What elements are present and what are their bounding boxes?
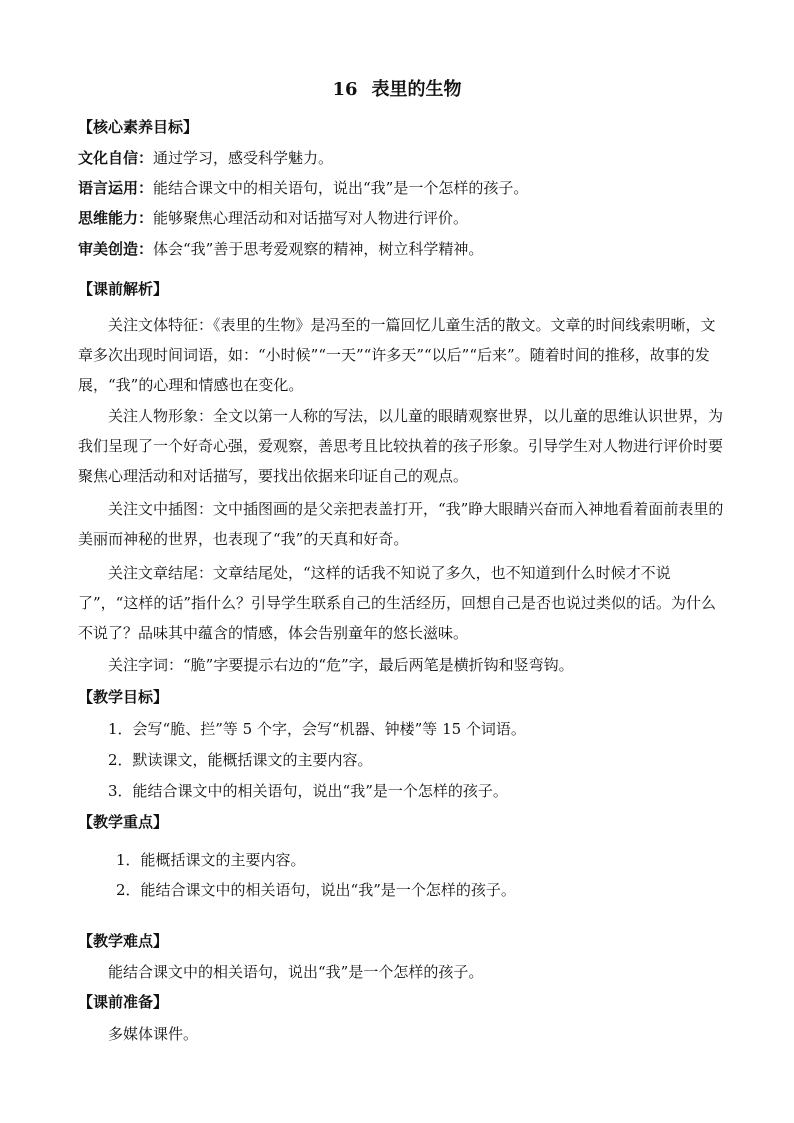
core-goal-item <box>78 239 483 259</box>
preparation-text: 多媒体课件。 <box>108 1025 199 1043</box>
analysis-paragraph-genre: 关注文体特征：《表里的生物》是冯至的一篇回忆儿童生活的散文。文章的时间线索明晰，文章多次出现时间词语，如：“小时候”“一天”“许多天”“以后”“后来”。随着时间的推移，故事的发展，“我”的心理和情感也在变化。 <box>78 316 716 394</box>
core-goal-label: 思维能力： <box>78 209 154 227</box>
lesson-title: 表里的生物 <box>371 79 462 100</box>
key-points-heading: 【教学重点】 <box>78 813 169 831</box>
analysis-paragraph-illustration: 关注文中插图：文中插图画的是父亲把表盖打开，“我”睁大眼睛兴奋而入神地看着面前表里的美丽而神秘的世界，也表现了“我”的天真和好奇。 <box>78 500 724 548</box>
page-title <box>0 78 794 102</box>
difficulties-heading: 【教学难点】 <box>78 932 169 950</box>
teaching-goal-item: 1．会写“脆、拦”等 5 个字，会写“机器、钟楼”等 15 个词语。 <box>108 720 526 738</box>
core-goal-label: 文化自信： <box>78 149 154 167</box>
core-goal-label: 审美创造： <box>78 240 154 258</box>
teaching-goals-heading: 【教学目标】 <box>78 688 169 706</box>
core-goal-item <box>78 148 333 168</box>
teaching-goal-item: 2．默读课文，能概括课文的主要内容。 <box>108 751 373 769</box>
core-goal-text: 通过学习，感受科学魅力。 <box>153 149 334 167</box>
core-goal-label: 语言运用： <box>78 179 154 197</box>
key-point-item: 1．能概括课文的主要内容。 <box>116 851 306 869</box>
core-goal-item <box>78 178 528 198</box>
analysis-paragraph-vocabulary: 关注字词：“脆”字要提示右边的“危”字，最后两笔是横折钩和竖弯钩。 <box>108 656 574 674</box>
difficulty-text: 能结合课文中的相关语句，说出“我”是一个怎样的孩子。 <box>108 963 484 981</box>
lesson-number: 16 <box>332 79 358 100</box>
pre-analysis-heading: 【课前解析】 <box>78 280 169 298</box>
preparation-heading: 【课前准备】 <box>78 993 169 1011</box>
core-goal-text: 能结合课文中的相关语句，说出“我”是一个怎样的孩子。 <box>153 179 529 197</box>
analysis-paragraph-ending: 关注文章结尾：文章结尾处，“这样的话我不知说了多久，也不知道到什么时候才不说了”，“这样的话”指什么？引导学生联系自己的生活经历，回想自己是否也说过类似的话。为什么不说了？品味其中蕴含的情感，体会告别童年的悠长滋味。 <box>78 564 717 642</box>
core-goal-text: 体会“我”善于思考爱观察的精神，树立科学精神。 <box>153 240 484 258</box>
core-goal-item <box>78 208 468 228</box>
core-goal-text: 能够聚焦心理活动和对话描写对人物进行评价。 <box>153 209 469 227</box>
core-goals-heading: 【核心素养目标】 <box>78 118 199 136</box>
key-point-item: 2．能结合课文中的相关语句，说出“我”是一个怎样的孩子。 <box>116 881 516 899</box>
analysis-paragraph-character: 关注人物形象：全文以第一人称的写法，以儿童的眼睛观察世界，以儿童的思维认识世界，为我们呈现了一个好奇心强，爱观察，善思考且比较执着的孩子形象。引导学生对人物进行评价时要聚焦心理活动和对话描写，要找出依据来印证自己的观点。 <box>78 407 724 485</box>
teaching-goal-item: 3．能结合课文中的相关语句，说出“我”是一个怎样的孩子。 <box>108 782 508 800</box>
